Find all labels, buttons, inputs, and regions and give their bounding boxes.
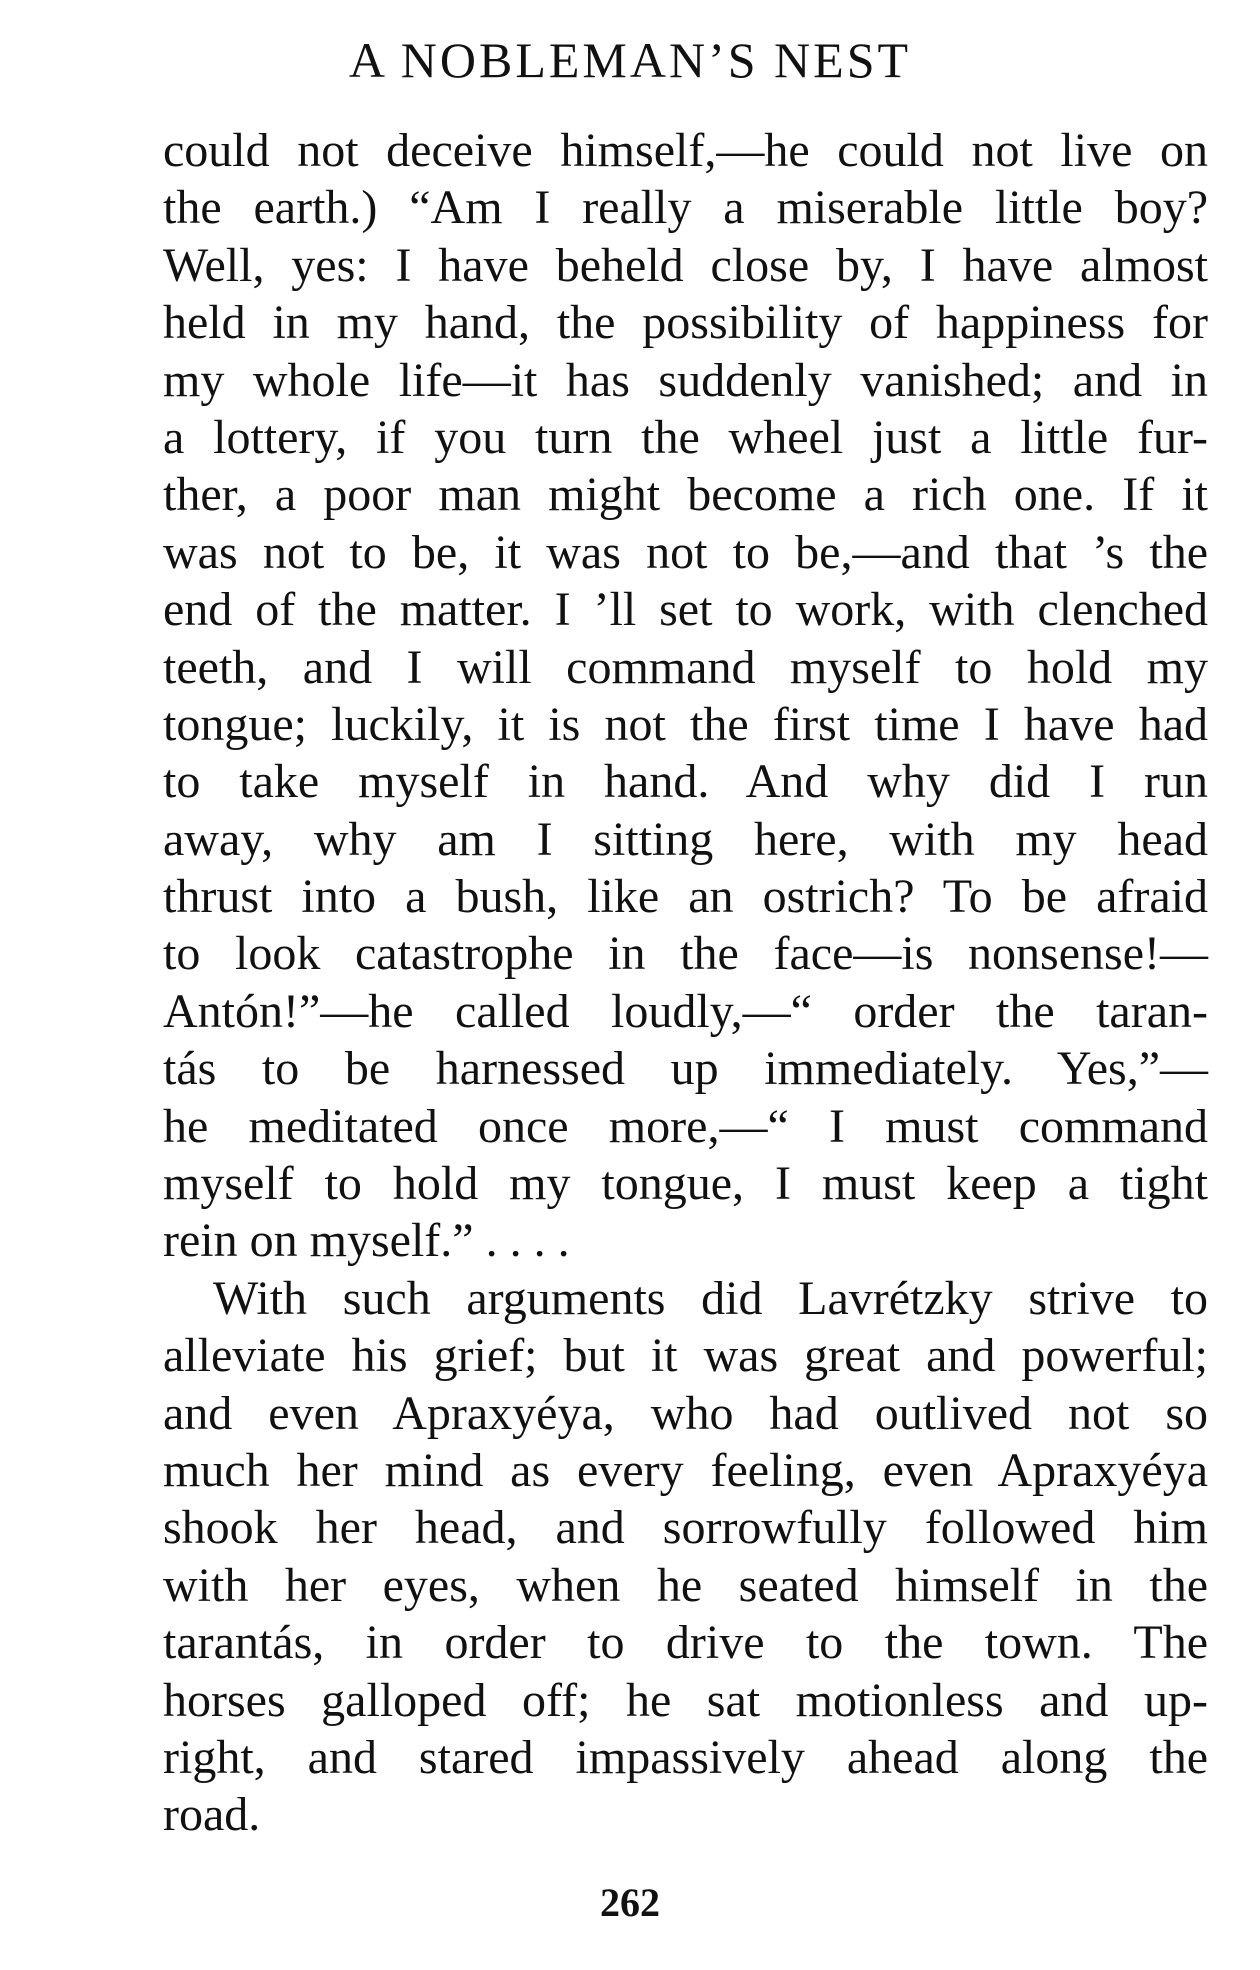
text-line: Well, yes: I have beheld close by, I have almost bbox=[163, 238, 1208, 292]
text-line: could not deceive himself,—he could not live on bbox=[163, 124, 1208, 177]
text-line: to take myself in hand. And why did I run bbox=[163, 755, 1208, 809]
text-line: myself to hold my tongue, I must keep a tight bbox=[163, 1157, 1208, 1211]
text-line: a lottery, if you turn the wheel just a little fur- bbox=[163, 410, 1208, 464]
text-line: ther, a poor man might become a rich one. If it bbox=[163, 468, 1208, 522]
text-line: and even Apraxyéya, who had outlived not so bbox=[163, 1386, 1208, 1440]
text-line: tongue; luckily, it is not the first time I have had bbox=[163, 697, 1208, 751]
text-line: alleviate his grief; but it was great and powerful; bbox=[163, 1329, 1208, 1383]
text-line: rein on myself.” . . . . bbox=[163, 1214, 570, 1268]
text-line: was not to be, it was not to be,—and that ’s the bbox=[163, 525, 1208, 579]
text-line: shook her head, and sorrowfully followed him bbox=[163, 1501, 1208, 1555]
text-line: tarantás, in order to drive to the town. The bbox=[163, 1616, 1208, 1670]
body-text bbox=[163, 122, 1208, 1844]
text-line: with her eyes, when he seated himself in the bbox=[163, 1558, 1208, 1612]
paragraph-first-line: With such arguments did Lavrétzky strive to bbox=[213, 1271, 1208, 1325]
text-line: my whole life—it has suddenly vanished; and in bbox=[163, 353, 1208, 407]
text-line: thrust into a bush, like an ostrich? To be afraid bbox=[163, 870, 1208, 924]
text-line: he meditated once more,—“ I must command bbox=[163, 1099, 1208, 1153]
text-line: much her mind as every feeling, even Apraxyéya bbox=[163, 1443, 1208, 1497]
text-line: teeth, and I will command myself to hold my bbox=[163, 640, 1208, 694]
text-line: Antón!”—he called loudly,—“ order the taran- bbox=[163, 984, 1208, 1038]
text-line: to look catastrophe in the face—is nonsense!— bbox=[163, 927, 1208, 981]
text-line: away, why am I sitting here, with my head bbox=[163, 812, 1208, 866]
text-line: tás to be harnessed up immediately. Yes,”— bbox=[163, 1042, 1208, 1096]
text-line: the earth.) “Am I really a miserable little boy? bbox=[163, 181, 1208, 235]
text-line: road. bbox=[163, 1788, 261, 1842]
running-title: A NOBLEMAN’S NEST bbox=[348, 32, 912, 88]
text-line: right, and stared impassively ahead along the bbox=[163, 1730, 1208, 1784]
page-number: 262 bbox=[600, 1880, 660, 1925]
text-line: held in my hand, the possibility of happiness for bbox=[163, 296, 1208, 350]
text-line: horses galloped off; he sat motionless and up- bbox=[163, 1673, 1208, 1727]
text-line: end of the matter. I ’ll set to work, with clenched bbox=[163, 583, 1208, 637]
